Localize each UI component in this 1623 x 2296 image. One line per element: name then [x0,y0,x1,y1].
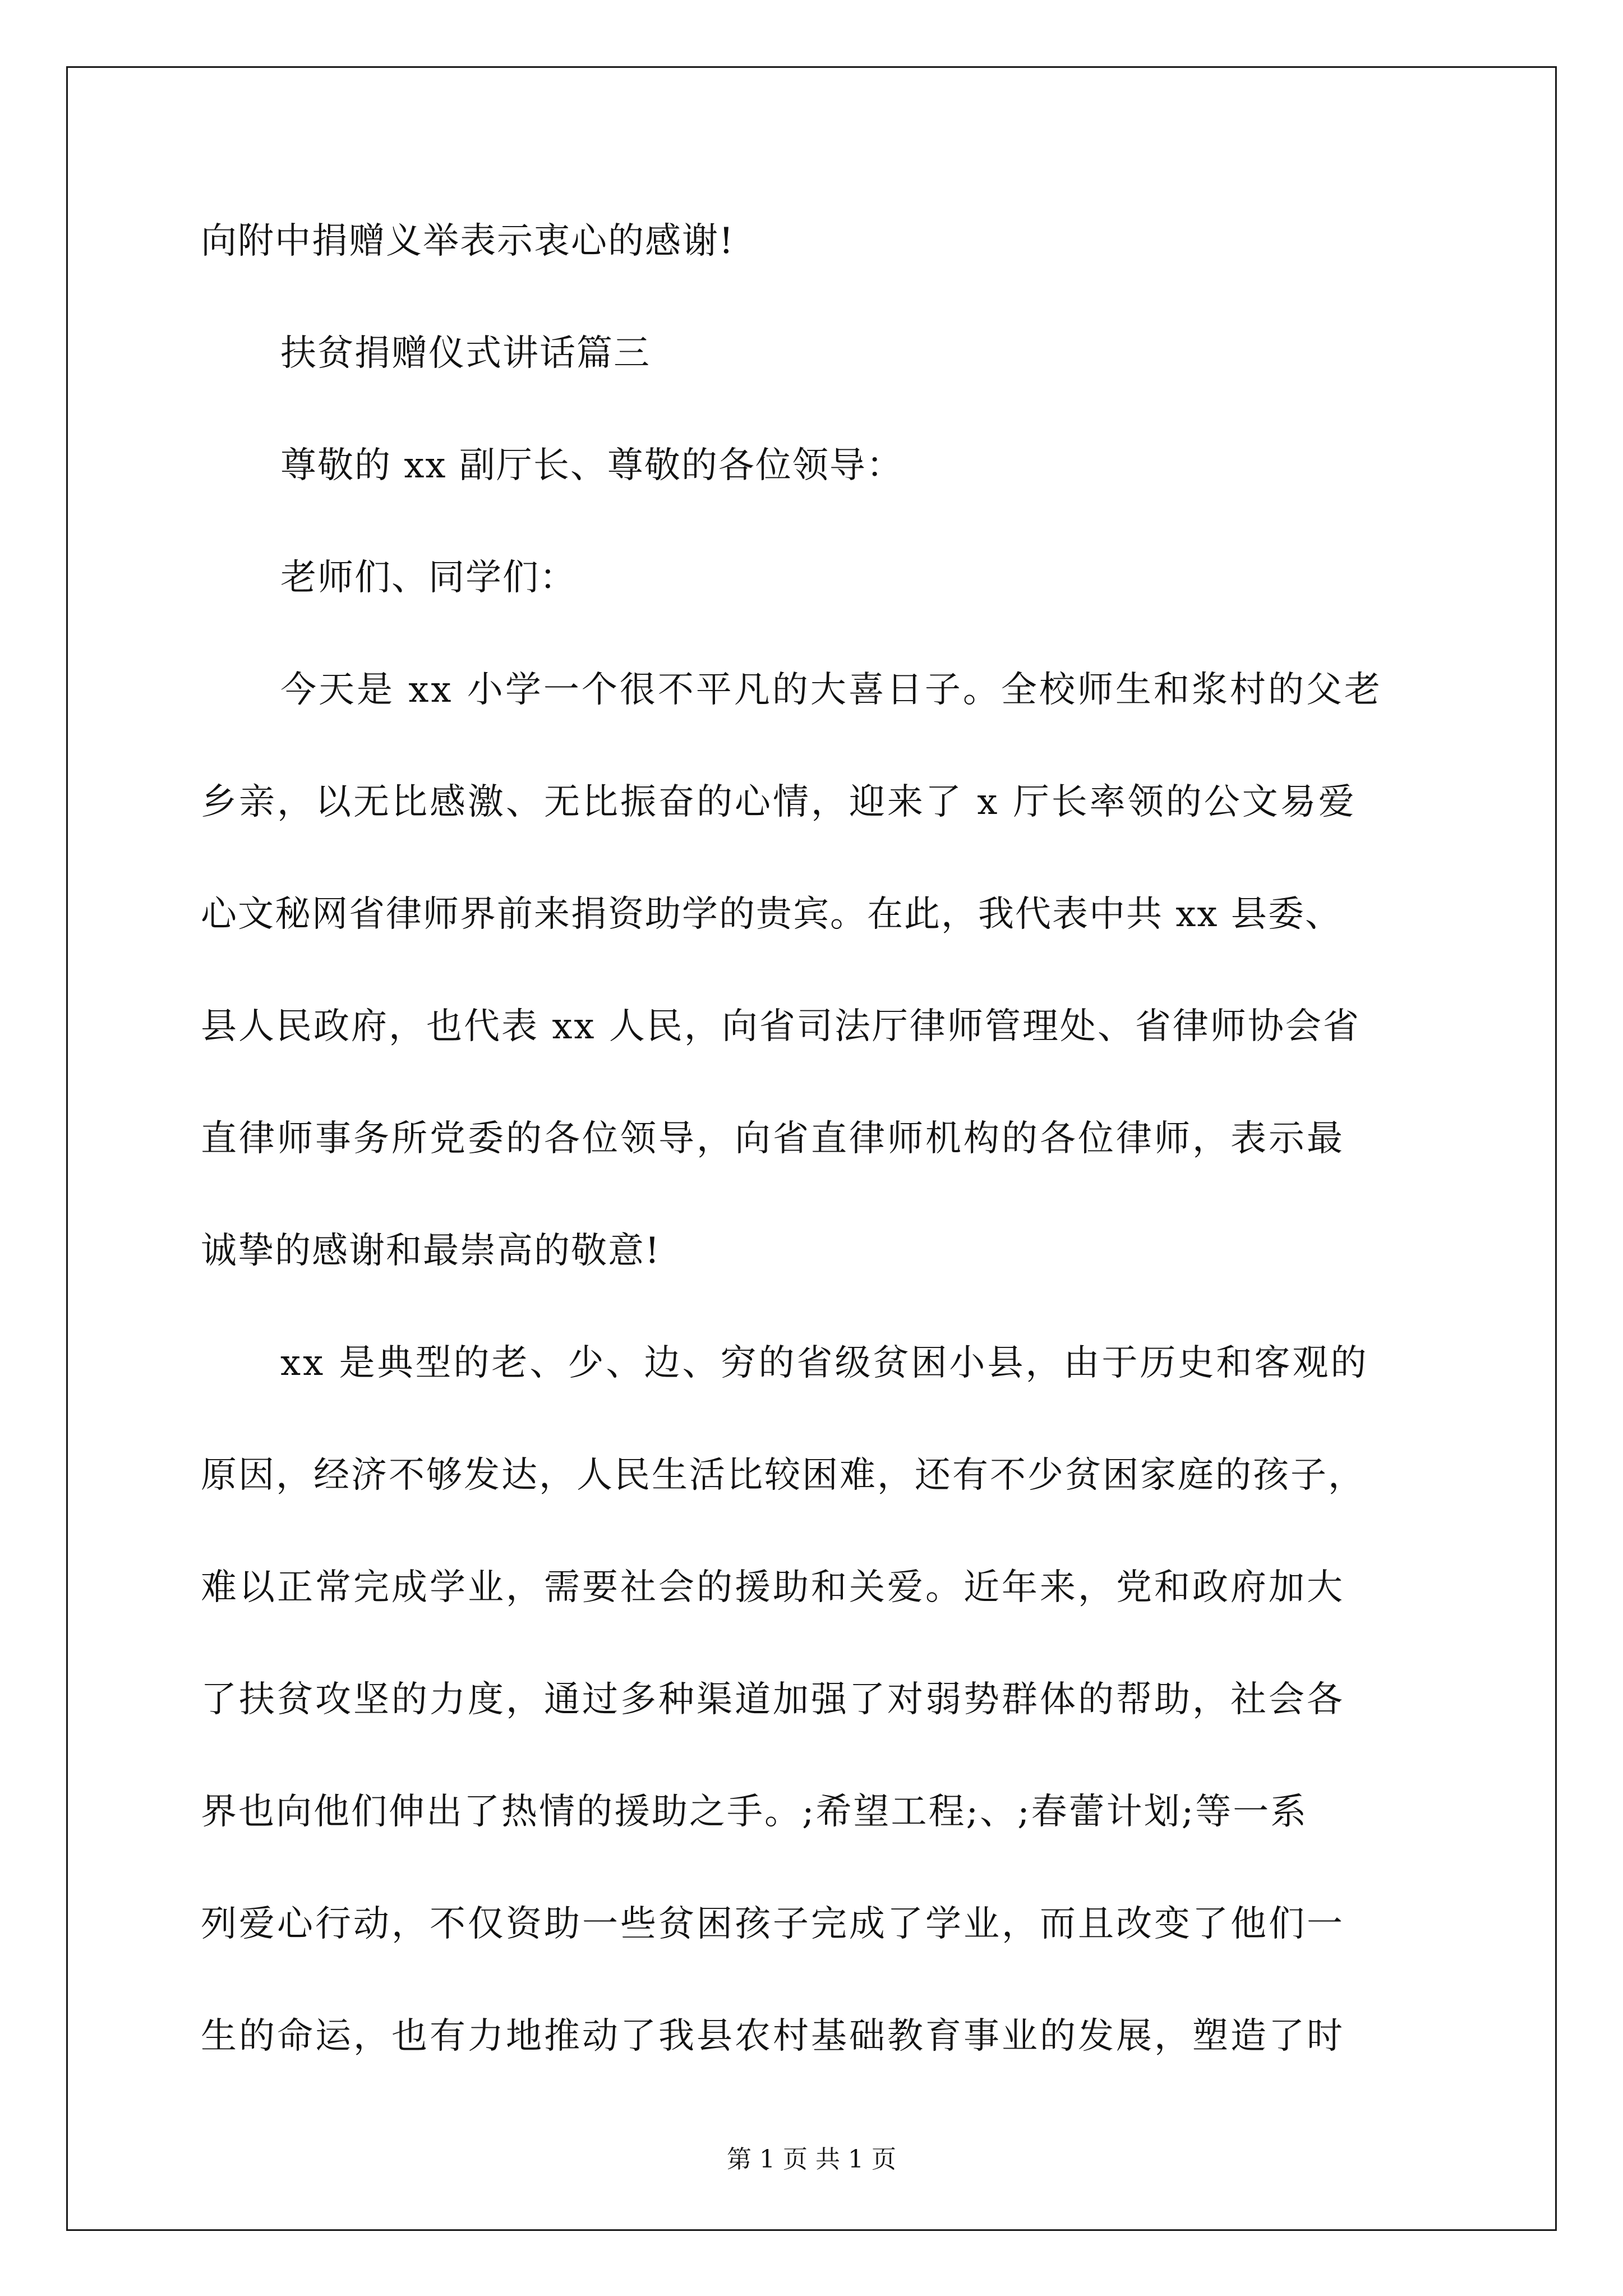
text-line: 直律师事务所党委的各位领导，向省直律师机构的各位律师，表示最 [201,1118,1345,1159]
text-line: xx 是典型的老、少、边、穷的省级贫困小县，由于历史和客观的 [280,1342,1369,1384]
salutation-line: 老师们、同学们： [280,557,577,599]
text-line: 向附中捐赠义举表示衷心的感谢! [201,220,735,262]
text-line: 列爱心行动，不仅资助一些贫困孩子完成了学业，而且改变了他们一 [201,1903,1345,1945]
section-heading: 扶贫捐赠仪式讲话篇三 [280,333,651,374]
text-line: 难以正常完成学业，需要社会的援助和关爱。近年来，党和政府加大 [201,1567,1345,1608]
salutation-line: 尊敬的 xx 副厅长、尊敬的各位领导： [280,445,903,486]
text-line: 乡亲，以无比感激、无比振奋的心情，迎来了 x 厅长率领的公文易爱 [201,781,1357,823]
text-line: 心文秘网省律师界前来捐资助学的贵宾。在此，我代表中共 xx 县委、 [201,894,1342,935]
text-line: 界也向他们伸出了热情的援助之手。;希望工程;、;春蕾计划;等一系 [201,1791,1308,1833]
text-line: 生的命运，也有力地推动了我县农村基础教育事业的发展，塑造了时 [201,2016,1345,2057]
text-line: 县人民政府，也代表 xx 人民，向省司法厅律师管理处、省律师协会省 [201,1006,1361,1047]
text-line: 诚挚的感谢和最崇高的敬意! [201,1230,661,1272]
text-line: 了扶贫攻坚的力度，通过多种渠道加强了对弱势群体的帮助，社会各 [201,1679,1345,1720]
text-line: 今天是 xx 小学一个很不平凡的大喜日子。全校师生和浆村的父老 [280,669,1382,711]
page-number-footer: 第 1 页 共 1 页 [727,2145,896,2174]
text-line: 原因，经济不够发达，人民生活比较困难，还有不少贫困家庭的孩子， [201,1455,1366,1496]
